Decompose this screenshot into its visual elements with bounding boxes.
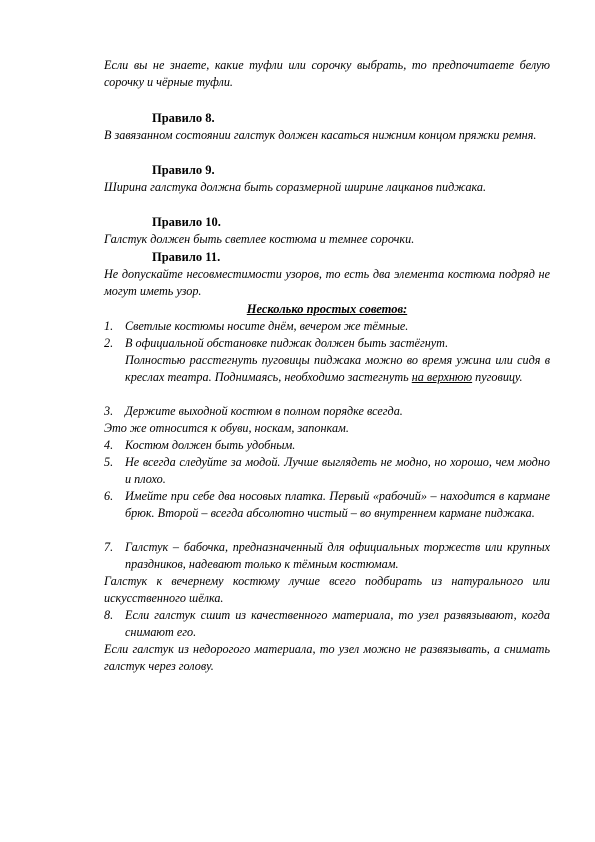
tip-item bbox=[104, 454, 550, 488]
tip-number: 7. bbox=[104, 540, 114, 554]
tip-item bbox=[104, 403, 550, 420]
rule-11-text: Не допускайте несовместимости узоров, то есть два элемента костюма подряд не могут иметь узор. bbox=[104, 267, 550, 298]
tip-note-text-end: пуговицу. bbox=[472, 370, 523, 384]
tip-note: Галстук к вечернему костюму лучше всего подбирать из натурального или искусственного шёлка. bbox=[104, 574, 550, 605]
rule-11-heading: Правило 11. bbox=[152, 250, 221, 264]
tip-number: 5. bbox=[104, 455, 114, 469]
rule-10-heading: Правило 10. bbox=[152, 215, 221, 229]
rule-9-heading: Правило 9. bbox=[152, 163, 215, 177]
tip-text: Светлые костюмы носите днём, вечером же тёмные. bbox=[125, 319, 409, 333]
tip-number: 3. bbox=[104, 404, 114, 418]
tip-number: 1. bbox=[104, 319, 114, 333]
tip-text: Галстук – бабочка, предназначенный для официальных торжеств или крупных праздников, надевают только к тёмным костюмам. bbox=[125, 540, 550, 571]
tip-text: Держите выходной костюм в полном порядке всегда. bbox=[125, 404, 403, 418]
tip-text: Если галстук сшит из качественного материала, то узел развязывают, когда снимают его. bbox=[125, 608, 550, 639]
rule-8-text: В завязанном состоянии галстук должен касаться нижним концом пряжки ремня. bbox=[104, 128, 537, 142]
tip-item bbox=[104, 539, 550, 573]
rule-10-text: Галстук должен быть светлее костюма и темнее сорочки. bbox=[104, 232, 415, 246]
tip-note: Это же относится к обуви, носкам, запонкам. bbox=[104, 421, 349, 435]
tip-number: 4. bbox=[104, 438, 114, 452]
tip-item bbox=[104, 488, 550, 522]
tip-note-text: Полностью расстегнуть пуговицы пиджака можно во время ужина или сидя в креслах театра. Поднимаясь, необходимо застегнуть bbox=[125, 353, 550, 384]
tip-note bbox=[125, 352, 550, 386]
tip-number: 6. bbox=[104, 489, 114, 503]
rule-9-text: Ширина галстука должна быть соразмерной ширине лацканов пиджака. bbox=[104, 180, 487, 194]
tip-text: Не всегда следуйте за модой. Лучше выглядеть не модно, но хорошо, чем модно и плохо. bbox=[125, 455, 550, 486]
tip-text: В официальной обстановке пиджак должен быть застёгнут. bbox=[125, 336, 449, 350]
tips-heading: Несколько простых советов: bbox=[246, 302, 408, 316]
tip-text: Имейте при себе два носовых платка. Первый «рабочий» – находится в кармане брюк. Второй – всегда абсолютно чистый – во внутреннем кармане пиджака. bbox=[125, 489, 550, 520]
tip-note: Если галстук из недорогого материала, то узел можно не развязывать, а снимать галстук через голову. bbox=[104, 642, 550, 673]
tip-item bbox=[104, 318, 550, 335]
rule-8-heading: Правило 8. bbox=[152, 111, 215, 125]
intro-paragraph: Если вы не знаете, какие туфли или сорочку выбрать, то предпочитаете белую сорочку и чёрные туфли. bbox=[104, 58, 550, 89]
tip-item bbox=[104, 335, 550, 352]
tip-text: Костюм должен быть удобным. bbox=[125, 438, 296, 452]
tip-item bbox=[104, 607, 550, 641]
tip-number: 2. bbox=[104, 336, 114, 350]
tip-note-underlined: на верхнюю bbox=[411, 370, 473, 384]
tip-item bbox=[104, 437, 550, 454]
tip-number: 8. bbox=[104, 608, 114, 622]
